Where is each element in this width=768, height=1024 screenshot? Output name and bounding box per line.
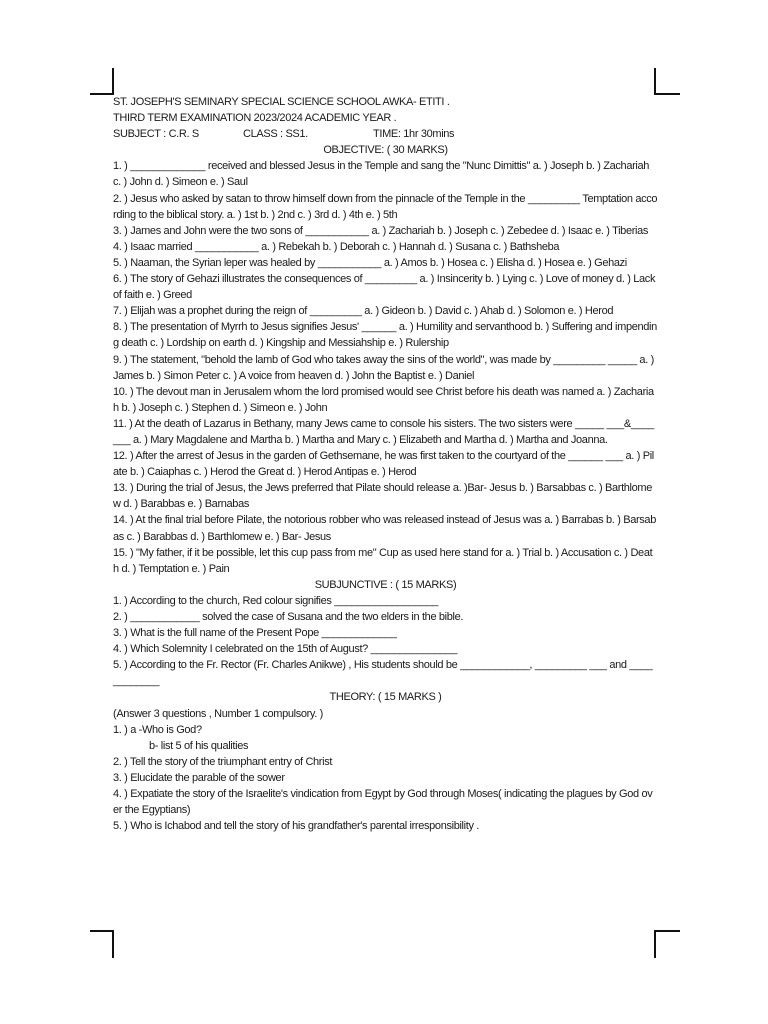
objective-heading: OBJECTIVE: ( 30 MARKS) <box>323 144 448 157</box>
theory-question: b- list 5 of his qualities <box>149 739 249 752</box>
objective-question: 12. ) After the arrest of Jesus in the garden of Gethsemane, he was first taken to the courtyard of the ______ ___ a. ) Pilate b. ) Caiaphas c. ) Herod the Great d. ) Herod Antipas e. ) Herod <box>113 450 654 479</box>
theory-question: 1. ) a -Who is God? <box>113 723 202 736</box>
school-name: ST. JOSEPH'S SEMINARY SPECIAL SCIENCE SCHOOL AWKA- ETITI . <box>113 96 450 108</box>
objective-question: 5. ) Naaman, the Syrian leper was healed by ___________ a. ) Amos b. ) Hosea c. ) Elisha d. ) Hosea e. ) Gehazi <box>113 256 627 269</box>
crop-mark-bottom-right-vertical <box>654 930 656 958</box>
objective-question: 1. ) _____________ received and blessed Jesus in the Temple and sang the "Nunc Dimittis" a. ) Joseph b. ) Zachariah c. ) John d. ) Simeon e. ) Saul <box>113 160 650 189</box>
objective-question: 10. ) The devout man in Jerusalem whom the lord promised would see Christ before his death was named a. ) Zachariah b. ) Joseph c. ) Stephen d. ) Simeon e. ) John <box>113 385 654 414</box>
time-label: TIME: 1hr 30mins <box>373 128 455 141</box>
objective-question: 2. ) Jesus who asked by satan to throw himself down from the pinnacle of the Temple in the _________ Temptation according to the biblical story. a. ) 1st b. ) 2nd c. ) 3rd d. ) 4th e. ) 5th <box>113 192 658 221</box>
objective-question: 14. ) At the final trial before Pilate, the notorious robber who was released instead of Jesus was a. ) Barrabas b. ) Barsabas c. ) Barabbas d. ) Barthlomew e. ) Bar- Jesus <box>113 514 656 543</box>
class-label: CLASS : SS1. <box>243 128 308 141</box>
exam-meta-row <box>113 126 658 142</box>
crop-mark-bottom-left-vertical <box>112 930 114 958</box>
subjunctive-heading: SUBJUNCTIVE : ( 15 MARKS) <box>314 578 457 591</box>
objective-question: 11. ) At the death of Lazarus in Bethany, many Jews came to console his sisters. The two sisters were _____ ___&_______ a. ) Mary Magdalene and Martha b. ) Martha and Mary c. ) Elizabeth and Martha d. ) Martha and Joanna. <box>113 417 654 446</box>
exam-title: THIRD TERM EXAMINATION 2023/2024 ACADEMIC YEAR . <box>113 112 397 125</box>
objective-question: 3. ) James and John were the two sons of ___________ a. ) Zachariah b. ) Joseph c. ) Zebedee d. ) Isaac e. ) Tiberias <box>113 224 649 237</box>
subjunctive-question: 3. ) What is the full name of the Present Pope _____________ <box>113 627 397 640</box>
objective-question: 9. ) The statement, "behold the lamb of God who takes away the sins of the world", was made by _________ _____ a. ) James b. ) Simon Peter c. ) A voice from heaven d. ) John the Baptist e. ) Daniel <box>113 353 654 382</box>
theory-question: 2. ) Tell the story of the triumphant entry of Christ <box>113 755 333 768</box>
exam-paper <box>113 94 658 834</box>
subjunctive-question: 1. ) According to the church, Red colour signifies __________________ <box>113 594 439 607</box>
theory-question: 5. ) Who is Ichabod and tell the story of his grandfather's parental irresponsibility . <box>113 820 480 833</box>
crop-mark-bottom-left-horizontal <box>90 930 114 932</box>
crop-mark-top-right-vertical <box>654 68 656 95</box>
theory-question: 3. ) Elucidate the parable of the sower <box>113 771 285 784</box>
objective-question: 8. ) The presentation of Myrrh to Jesus signifies Jesus' ______ a. ) Humility and servanthood b. ) Suffering and impending death c. ) Lordship on earth d. ) Kingship and Messiahship e. ) Rulership <box>113 321 657 350</box>
objective-question: 4. ) Isaac married ___________ a. ) Rebekah b. ) Deborah c. ) Hannah d. ) Susana c. ) Bathsheba <box>113 240 560 253</box>
objective-question: 6. ) The story of Gehazi illustrates the consequences of _________ a. ) Insincerity b. ) Lying c. ) Love of money d. ) Lack of faith e. ) Greed <box>113 273 656 302</box>
theory-heading: THEORY: ( 15 MARKS ) <box>329 691 442 704</box>
crop-mark-top-left-horizontal <box>90 93 114 95</box>
theory-question: 4. ) Expatiate the story of the Israelite's vindication from Egypt by God through Moses( indicating the plagues by God over the Egyptians) <box>113 788 653 817</box>
crop-mark-top-left-vertical <box>112 68 114 95</box>
crop-mark-bottom-right-horizontal <box>654 930 680 932</box>
subjunctive-question: 5. ) According to the Fr. Rector (Fr. Charles Anikwe) , His students should be ____________, _________ ___ and ____________ <box>113 659 653 688</box>
theory-instruction: (Answer 3 questions , Number 1 compulsory. ) <box>113 707 323 720</box>
subjunctive-question: 4. ) Which Solemnity I celebrated on the 15th of August? _______________ <box>113 643 458 656</box>
objective-question: 13. ) During the trial of Jesus, the Jews preferred that Pilate should release a. )Bar- Jesus b. ) Barsabbas c. ) Barthlomew d. ) Barabbas e. ) Barnabas <box>113 482 653 511</box>
subjunctive-question: 2. ) ____________ solved the case of Susana and the two elders in the bible. <box>113 611 464 623</box>
objective-question: 7. ) Elijah was a prophet during the reign of _________ a. ) Gideon b. ) David c. ) Ahab d. ) Solomon e. ) Herod <box>113 305 614 318</box>
objective-question: 15. ) "My father, if it be possible, let this cup pass from me" Cup as used here stand for a. ) Trial b. ) Accusation c. ) Death d. ) Temptation e. ) Pain <box>113 546 653 575</box>
subject-label: SUBJECT : C.R. S <box>113 128 199 141</box>
